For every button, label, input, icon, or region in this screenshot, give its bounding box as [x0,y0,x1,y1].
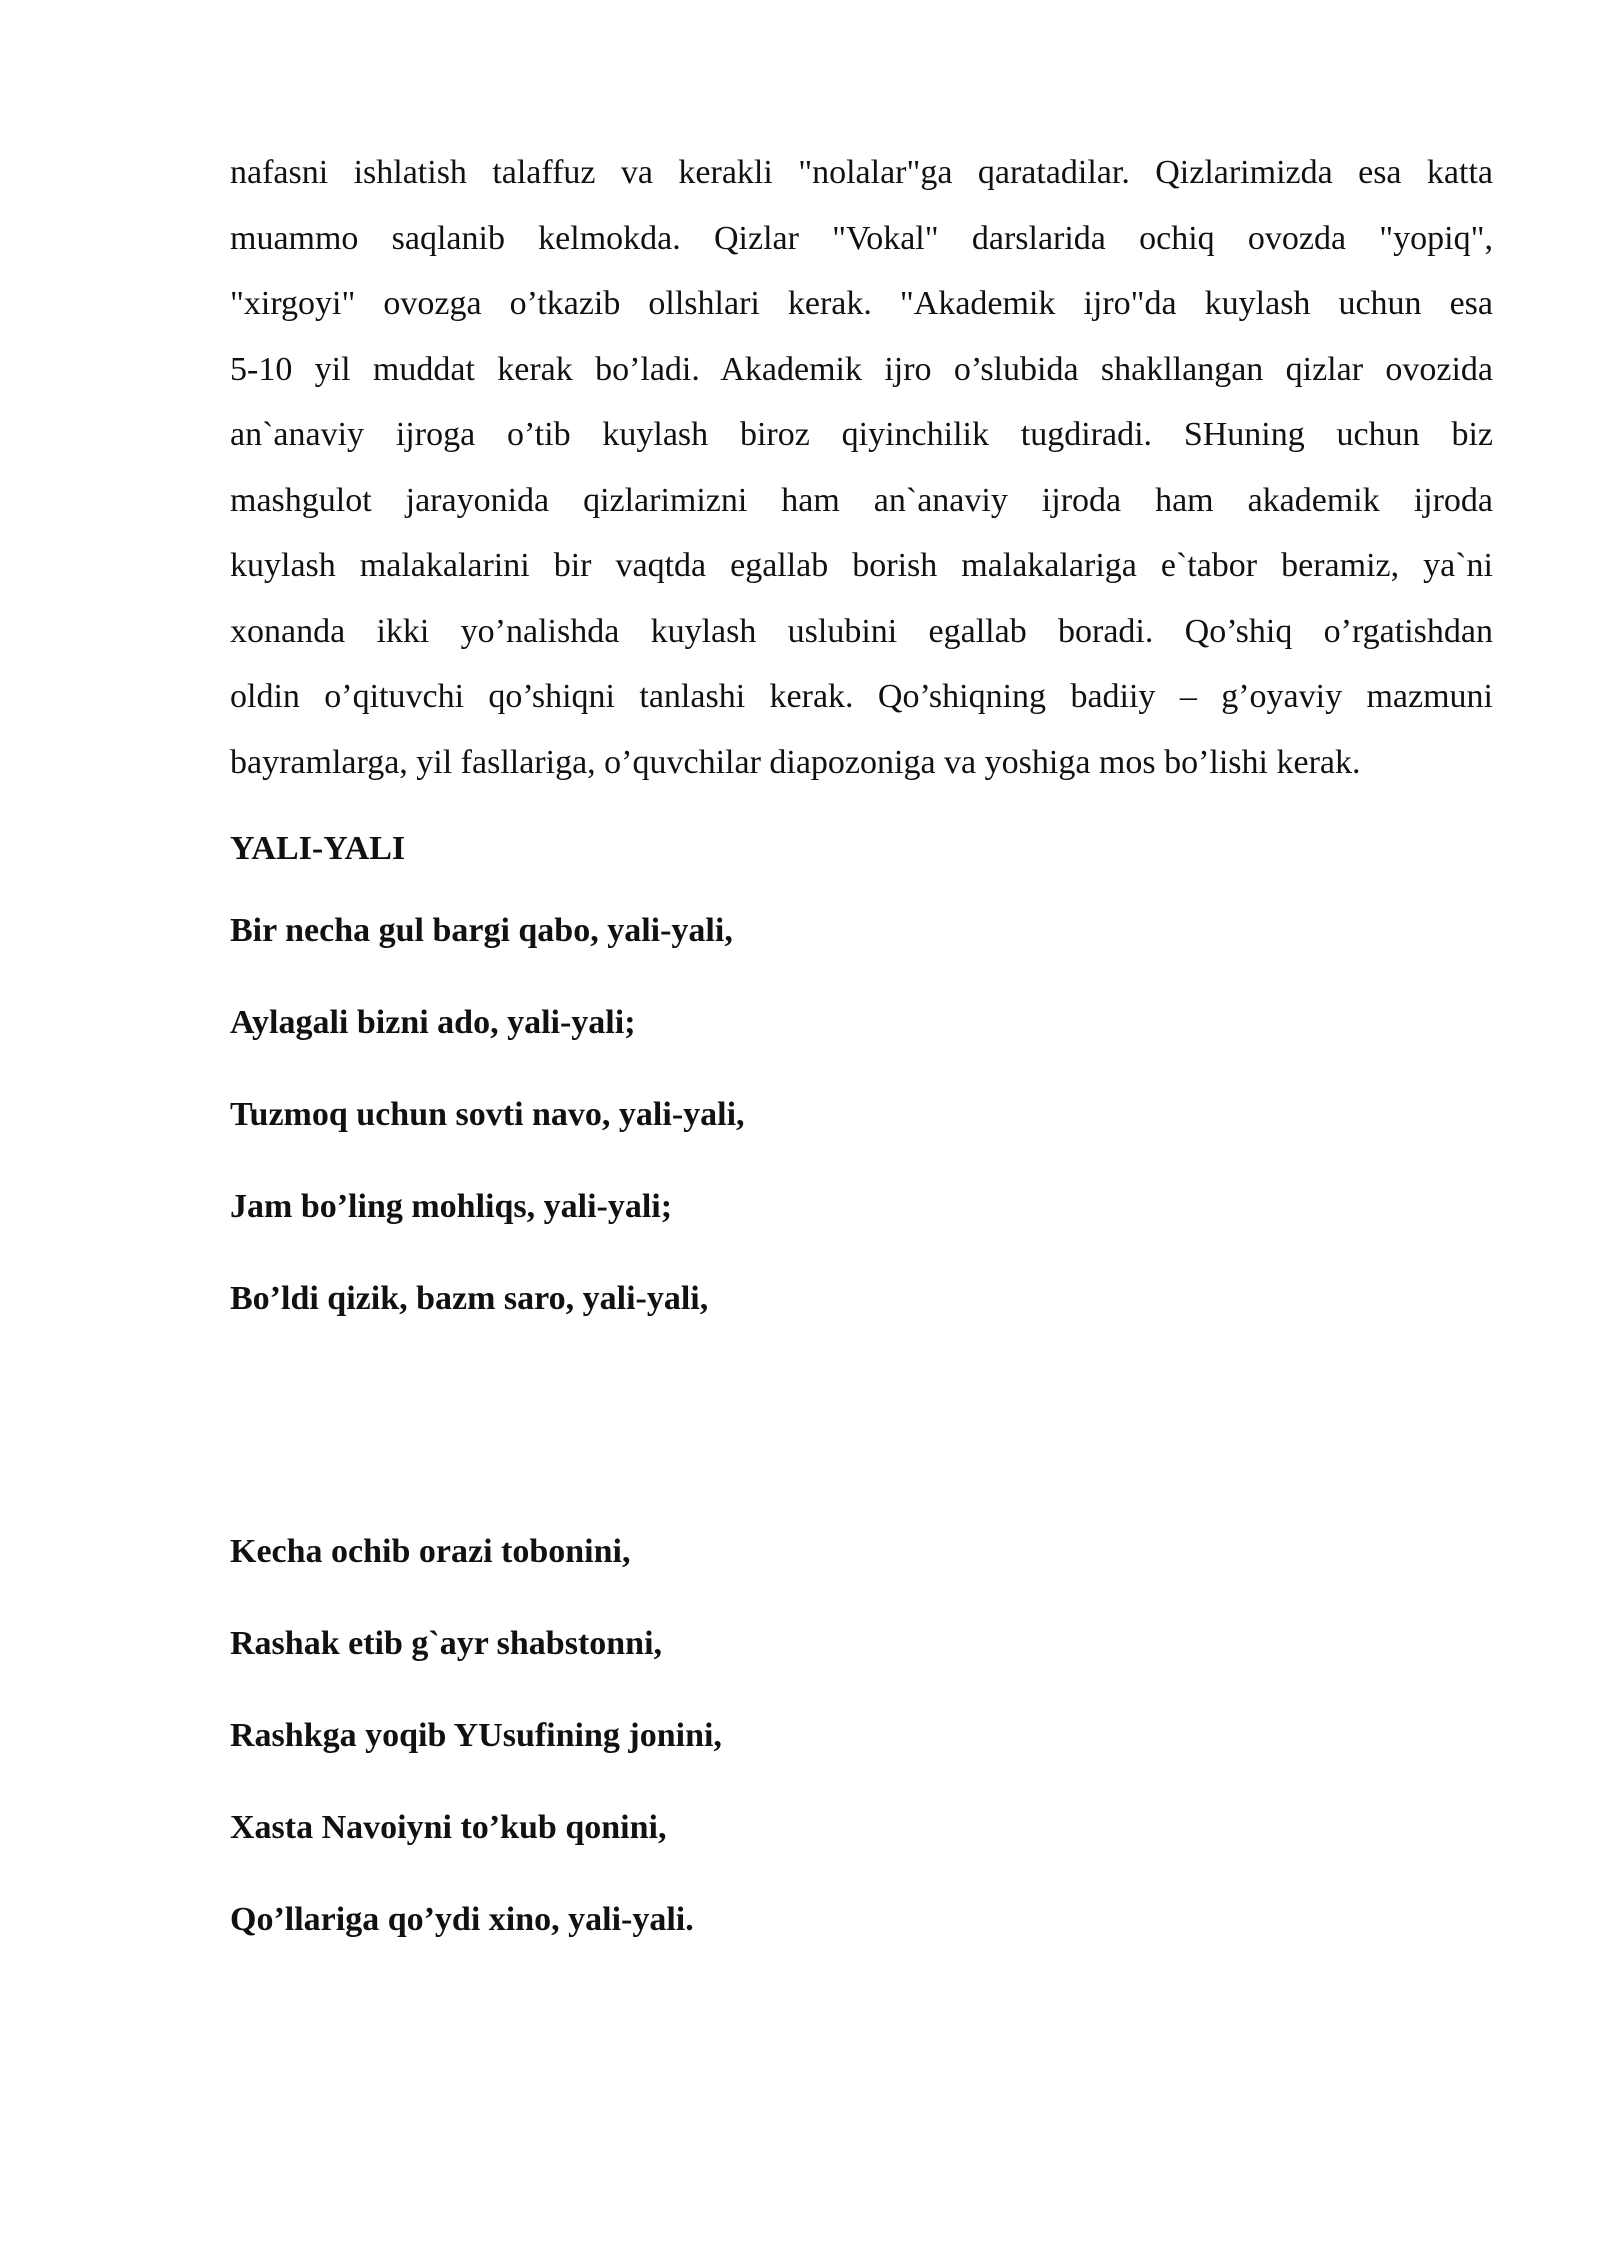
document-page [230,140,1493,1940]
verse-line: Bir necha gul bargi qabo, yali-yali, [230,912,733,949]
verse-line: Kecha ochib orazi tobonini, [230,1533,631,1570]
verse-line: Tuzmoq uchun sovti navo, yali-yali, [230,1096,745,1133]
paragraph-line: an`anaviy ijroga o’tib kuylash biroz qiyinchilik tugdiradi. SHuning uchun biz [230,416,1493,453]
paragraph-line: bayramlarga, yil fasllariga, o’quvchilar diapozoniga va yoshiga mos bo’lishi kerak. [230,743,1361,781]
song-title: YALI-YALI [230,830,406,867]
body-paragraph [230,140,1493,795]
verse-line: Xasta Navoiyni to’kub qonini, [230,1809,667,1846]
paragraph-line: 5-10 yil muddat kerak bo’ladi. Akademik ijro o’slubida shakllangan qizlar ovozida [230,350,1493,388]
paragraph-line: "xirgoyi" ovozga o’tkazib ollshlari kerak. "Akademik ijro"da kuylash uchun esa [230,285,1493,322]
paragraph-line: kuylash malakalarini bir vaqtda egallab borish malakalariga e`tabor beramiz, ya`ni [230,547,1493,584]
paragraph-line: xonanda ikki yo’nalishda kuylash uslubini egallab boradi. Qo’shiq o’rgatishdan [230,612,1493,650]
stanza-1 [230,911,1493,1319]
verse-line: Qo’llariga qo’ydi xino, yali-yali. [230,1901,694,1938]
verse-line: Rashak etib g`ayr shabstonni, [230,1625,663,1662]
stanza-2 [230,1532,1493,1940]
verse-line: Bo’ldi qizik, bazm saro, yali-yali, [230,1280,709,1317]
paragraph-line: mashgulot jarayonida qizlarimizni ham an`anaviy ijroda ham akademik ijroda [230,481,1493,519]
paragraph-line: nafasni ishlatish talaffuz va kerakli "nolalar"ga qaratadilar. Qizlarimizda esa katta [230,154,1493,191]
paragraph-line: oldin o’qituvchi qo’shiqni tanlashi kerak. Qo’shiqning badiiy – g’oyaviy mazmuni [230,678,1493,715]
verse-line: Aylagali bizni ado, yali-yali; [230,1004,636,1041]
verse-line: Jam bo’ling mohliqs, yali-yali; [230,1188,673,1225]
verse-line: Rashkga yoqib YUsufining jonini, [230,1717,722,1754]
paragraph-line: muammo saqlanib kelmokda. Qizlar "Vokal" darslarida ochiq ovozda "yopiq", [230,219,1493,257]
